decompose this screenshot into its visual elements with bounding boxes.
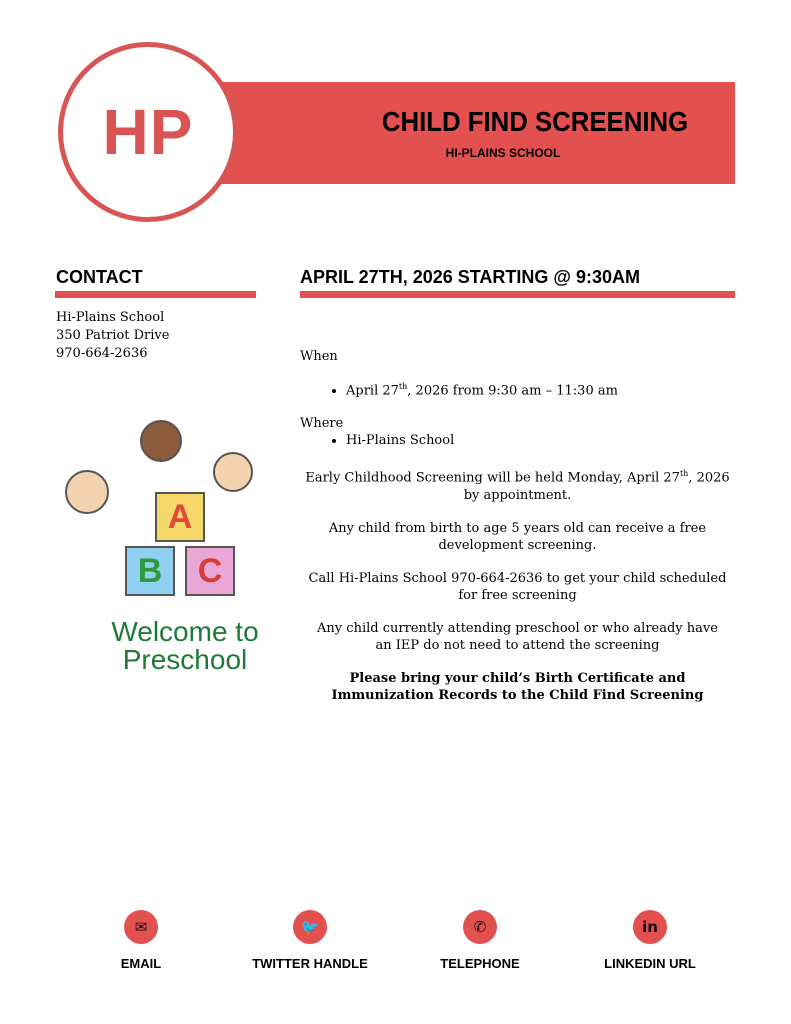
email-icon[interactable]: ✉ <box>124 910 158 944</box>
footer-label: EMAIL <box>120 956 162 971</box>
block-b: B <box>125 546 175 596</box>
footer-telephone[interactable] <box>410 910 550 971</box>
logo-text: HP <box>102 96 194 168</box>
child-figure <box>140 420 182 462</box>
contact-heading: CONTACT <box>56 267 143 287</box>
paragraph-call: Call Hi-Plains School 970-664-2636 to get your child scheduled for free screening <box>308 570 727 603</box>
contact-info <box>56 309 169 363</box>
where-label: Where <box>300 416 344 432</box>
event-divider <box>300 291 735 298</box>
paragraph-documents: Please bring your child’s Birth Certificate and Immunization Records to the Child Find Screening <box>331 670 704 703</box>
block-a: A <box>155 492 205 542</box>
footer-label: TWITTER HANDLE <box>252 956 368 971</box>
paragraph-date: Early Childhood Screening will be held Monday, April 27th, 2026 by appointment. <box>305 469 730 503</box>
footer-label: LINKEDIN URL <box>604 956 696 971</box>
paragraph-exemption: Any child currently attending preschool or who already have an IEP do not need to attend the screening <box>317 620 718 653</box>
footer-email[interactable] <box>71 910 211 971</box>
phone-icon[interactable]: ✆ <box>463 910 497 944</box>
contact-name: Hi-Plains School <box>56 310 165 325</box>
flyer-subtitle: HI-PLAINS SCHOOL <box>445 146 561 160</box>
caption-line: Preschool <box>122 644 248 675</box>
when-label: When <box>300 349 338 364</box>
child-figure <box>65 470 109 514</box>
twitter-icon[interactable]: 🐦 <box>293 910 327 944</box>
caption-line: Welcome to <box>111 616 259 647</box>
event-heading: APRIL 27TH, 2026 STARTING @ 9:30AM <box>300 267 640 287</box>
contact-address: 350 Patriot Drive <box>56 328 170 343</box>
contact-phone: 970-664-2636 <box>56 346 148 361</box>
flyer-title: CHILD FIND SCREENING <box>381 106 689 137</box>
contact-divider <box>55 291 256 298</box>
hp-logo <box>58 42 238 222</box>
paragraph-eligibility: Any child from birth to age 5 years old can receive a free development screening. <box>328 520 707 553</box>
event-details <box>300 348 735 704</box>
block-c: C <box>185 546 235 596</box>
footer-linkedin[interactable] <box>580 910 720 971</box>
child-figure <box>213 452 253 492</box>
when-item: • April 27th, 2026 from 9:30 am – 11:30 am <box>346 378 735 399</box>
where-item: • Hi-Plains School <box>346 432 735 449</box>
footer-twitter[interactable] <box>240 910 380 971</box>
preschool-illustration <box>55 410 285 680</box>
welcome-caption <box>85 618 285 674</box>
footer-label: TELEPHONE <box>440 956 520 971</box>
linkedin-icon[interactable]: in <box>633 910 667 944</box>
